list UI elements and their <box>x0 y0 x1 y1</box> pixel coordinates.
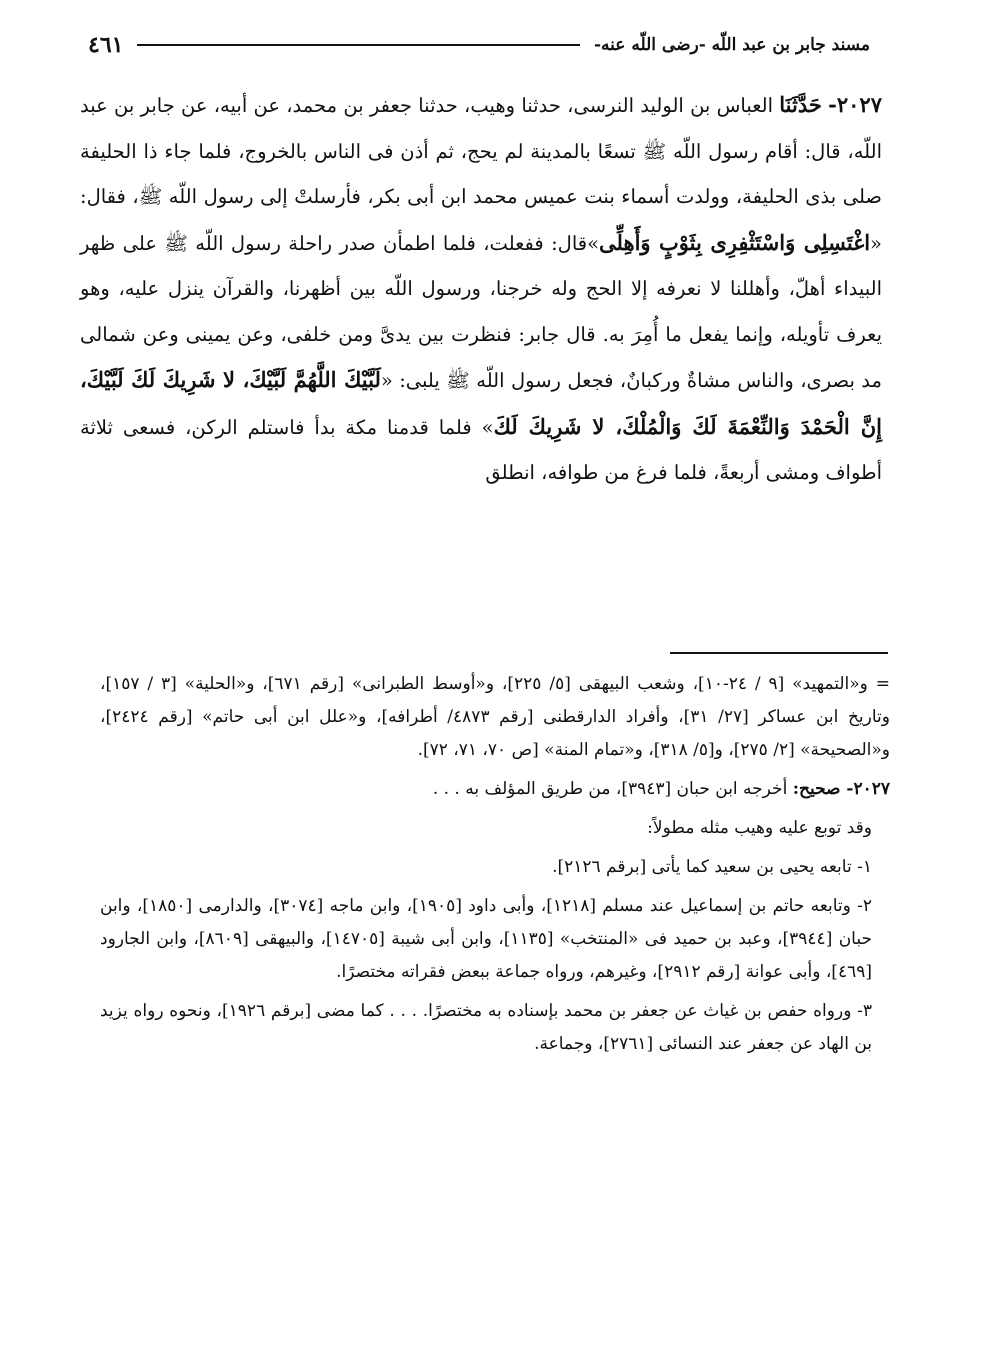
ruling-label: ٢٠٢٧- صحيح: <box>792 779 890 799</box>
footnote-continuation: = و«التمهيد» [٩ / ٢٤-١٠]، وشعب البيهقى [٥/ ٢٢٥]، و«أوسط الطبرانى» [رقم ٦٧١]، و«الحلية» [٣ / ١٥٧]، وتاريخ ابن عساكر [٢٧/ ٣١]، وأفراد الدارقطنى [رقم ٤٨٧٣/ أطرافه]، و«علل ابن أبى حاتم» [رقم ٢٤٢٤]، و«الصحيحة» [٢/ ٢٧٥]، و[٥/ ٣١٨]، و«تمام المنة» [ص ٧٠، ٧١، ٧٢]. <box>100 674 890 760</box>
hadith-number: ٢٠٢٧- <box>828 92 882 117</box>
footnote-ruling <box>100 773 890 806</box>
footnote-item-1: ١- تابعه يحيى بن سعيد كما يأتى [برقم ٢١٢٦]. <box>552 857 872 877</box>
hadith-body-2: »قال: ففعلت، فلما اطمأن صدر راحلة رسول اللّه ﷺ على ظهر البيداء أهلّ، وأهللنا لا نعرفه إلا الحج وله خرجنا، ورسول اللّه بين أظهرنا، والقرآن ينزل عليه، وهو يعرف تأويله، وإنما يفعل ما أُمِرَ به. قال جابر: فنظرت بين يدىَّ ومن خلفى، وعن يمينى وعن شمالى مد بصرى، والناس مشاةٌ وركبانٌ، فجعل رسول اللّه ﷺ يلبى: « <box>80 231 882 392</box>
hadith-body-3: » فلما قدمنا مكة بدأ فاستلم الركن، فسعى ثلاثة أطواف ومشى أربعةً، فلما فرغ من طوافه، انطلق <box>80 415 882 484</box>
footnote-item-3: ٣- ورواه حفص بن غياث عن جعفر بن محمد بإسناده به مختصرًا. . . . كما مضى [برقم ١٩٢٦]، ونحوه رواه يزيد بن الهاد عن جعفر عند النسائى [٢٧٦١]، وجماعة. <box>100 1001 872 1054</box>
running-title: مسند جابر بن عبد اللّه -رضى اللّه عنه- <box>593 35 870 55</box>
hadith-paragraph <box>80 82 882 496</box>
ruling-text: أخرجه ابن حبان [٣٩٤٣]، من طريق المؤلف به . . . <box>432 779 793 799</box>
hadith-opening: حَدَّثَنَا <box>779 92 822 117</box>
footnote-item-2: ٢- وتابعه حاتم بن إسماعيل عند مسلم [١٢١٨]، وأبى داود [١٩٠٥]، وابن ماجه [٣٠٧٤]، والدارمى [١٨٥٠]، وابن حبان [٣٩٤٤]، وعبد بن حميد فى «المنتخب» [١١٣٥]، وابن أبى شيبة [١٤٧٠٥]، والبيهقى [٨٦٠٩]، وابن الجارود [٤٦٩]، وأبى عوانة [رقم ٢٩١٢]، وغيرهم، ورواه جماعة ببعض فقراته مختصرًا. <box>100 896 873 982</box>
page-header <box>88 30 870 60</box>
footnote-divider <box>670 652 888 654</box>
hadith-text <box>80 82 882 496</box>
header-rule <box>137 44 580 46</box>
hadith-body-1: العباس بن الوليد النرسى، حدثنا وهيب، حدثنا جعفر بن محمد، عن أبيه، عن جابر بن عبد اللّه، قال: أقام رسول اللّه ﷺ تسعًا بالمدينة لم يحج، ثم أذن فى الناس بالخروج، فلما جاء ذا الحليفة صلى بذى الحليفة، وولدت أسماء بنت عميس محمد ابن أبى بكر، فأرسلتْ إلى رسول اللّه ﷺ، فقال: « <box>80 94 882 255</box>
footnotes <box>100 668 890 1067</box>
prophetic-quote-2: لَبَّيْكَ اللَّهُمَّ لَبَّيْكَ، لا شَرِيكَ لَكَ لَبَّيْكَ، إِنَّ الْحَمْدَ وَالنِّعْمَةَ لَكَ وَالْمُلْكَ، لا شَرِيكَ لَكَ <box>80 367 883 439</box>
prophetic-quote-1: اغْتَسِلِى وَاسْتَثْفِرِى بِثَوْبٍ وَأَهِلِّى <box>599 229 871 255</box>
page-number: ٤٦١ <box>88 32 124 58</box>
footnote-followed: وقد توبع عليه وهيب مثله مطولاً: <box>647 818 872 838</box>
